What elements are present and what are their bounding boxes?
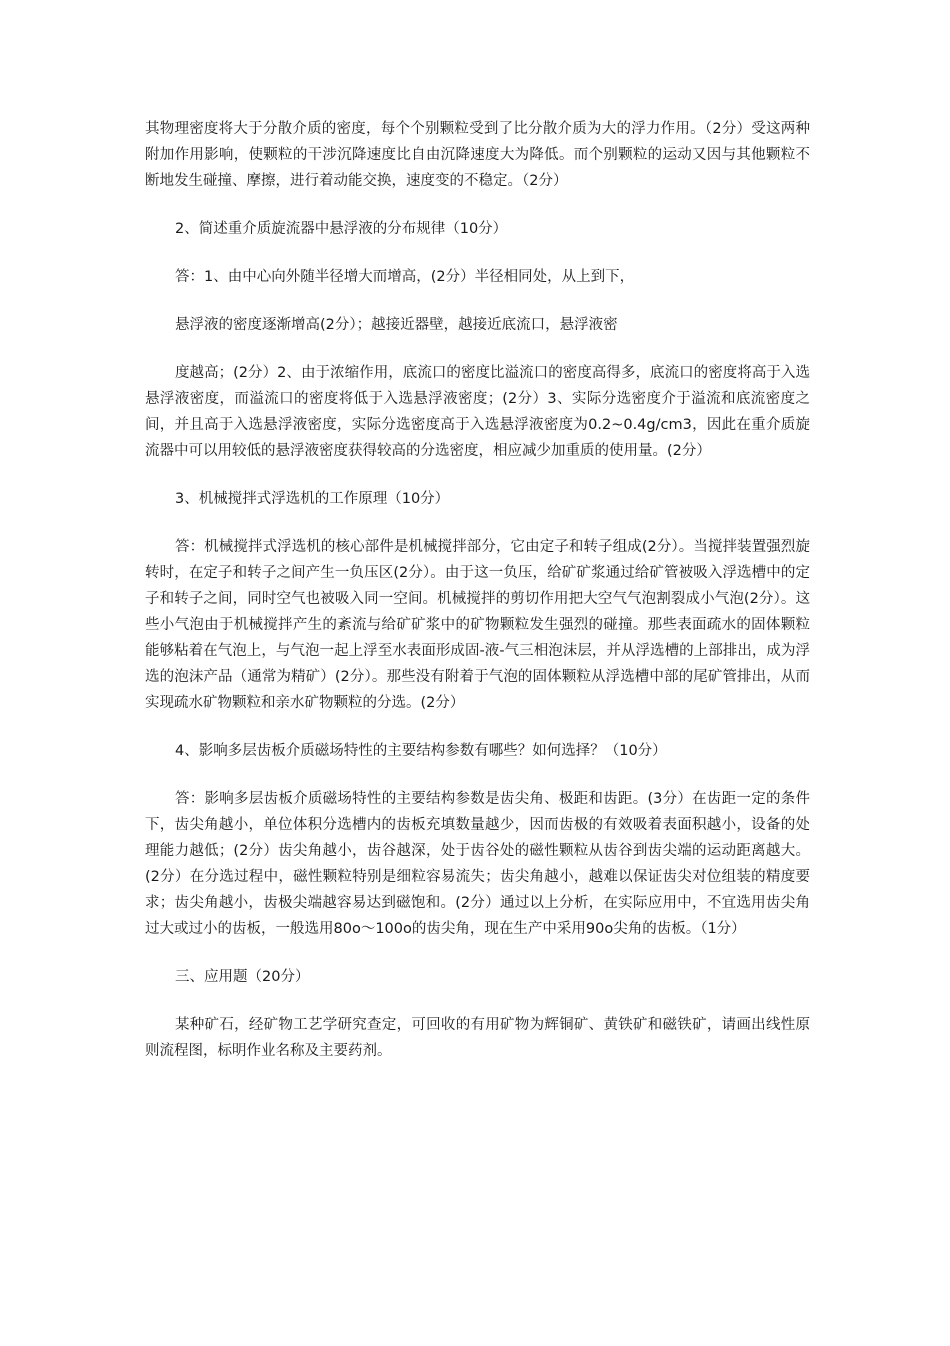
- question-4-title: 4、影响多层齿板介质磁场特性的主要结构参数有哪些？如何选择？（10分）: [175, 743, 667, 759]
- question-2-answer-line-1: 答：1、由中心向外随半径增大而增高，(2分）半径相同处，从上到下，: [175, 269, 635, 285]
- question-4-answer: 答：影响多层齿板介质磁场特性的主要结构参数是齿尖角、极距和齿距。(3分）在齿距一定的条件下，齿尖角越小，单位体积分选槽内的齿板充填数量越少，因而齿极的有效吸着表面积越小，设备的处理能力越低；(2分）齿尖角越小，齿谷越深，处于齿谷处的磁性颗粒从齿谷到齿尖端的运动距离越大。(2分）在分选过程中，磁性颗粒特别是细粒容易流失；齿尖角越小，越难以保证齿尖对位组装的精度要求；齿尖角越小，齿极尖端越容易达到磁饱和。(2分）通过以上分析，在实际应用中，不宜选用齿尖角过大或过小的齿板，一般选用80o～100o的齿尖角，现在生产中采用90o尖角的齿板。（1分）: [145, 791, 810, 937]
- question-2-answer-body: 度越高；(2分）2、由于浓缩作用，底流口的密度比溢流口的密度高得多，底流口的密度将高于入选悬浮液密度，而溢流口的密度将低于入选悬浮液密度；(2分）3、实际分选密度介于溢流和底流密度之间，并且高于入选悬浮液密度，实际分选密度高于入选悬浮液密度为0.2~0.4g/cm3，因此在重介质旋流器中可以用较低的悬浮液密度获得较高的分选密度，相应减少加重质的使用量。(2分）: [145, 365, 810, 459]
- document-page: [145, 116, 810, 1064]
- section-3-title: 三、应用题（20分）: [175, 969, 310, 985]
- question-2-title: 2、简述重介质旋流器中悬浮液的分布规律（10分）: [175, 221, 508, 237]
- question-2-answer-line-2: 悬浮液的密度逐渐增高(2分）；越接近器壁，越接近底流口，悬浮液密: [175, 317, 618, 333]
- section-3-question: 某种矿石，经矿物工艺学研究查定，可回收的有用矿物为辉铜矿、黄铁矿和磁铁矿，请画出线性原则流程图，标明作业名称及主要药剂。: [145, 1017, 810, 1059]
- question-3-title: 3、机械搅拌式浮选机的工作原理（10分）: [175, 491, 450, 507]
- paragraph-intro: 其物理密度将大于分散介质的密度，每个个别颗粒受到了比分散介质为大的浮力作用。（2分）受这两种附加作用影响，使颗粒的干涉沉降速度比自由沉降速度大为降低。而个别颗粒的运动又因与其他颗粒不断地发生碰撞、摩擦，进行着动能交换，速度变的不稳定。（2分）: [145, 121, 810, 189]
- question-3-answer: 答：机械搅拌式浮选机的核心部件是机械搅拌部分，它由定子和转子组成(2分）。当搅拌装置强烈旋转时，在定子和转子之间产生一负压区(2分）。由于这一负压，给矿矿浆通过给矿管被吸入浮选槽中的定子和转子之间，同时空气也被吸入同一空间。机械搅拌的剪切作用把大空气气泡割裂成小气泡(2分）。这些小气泡由于机械搅拌产生的紊流与给矿矿浆中的矿物颗粒发生强烈的碰撞。那些表面疏水的固体颗粒能够粘着在气泡上，与气泡一起上浮至水表面形成固-液-气三相泡沫层，并从浮选槽的上部排出，成为浮选的泡沫产品（通常为精矿）(2分）。那些没有附着于气泡的固体颗粒从浮选槽中部的尾矿管排出，从而实现疏水矿物颗粒和亲水矿物颗粒的分选。(2分）: [145, 539, 810, 711]
